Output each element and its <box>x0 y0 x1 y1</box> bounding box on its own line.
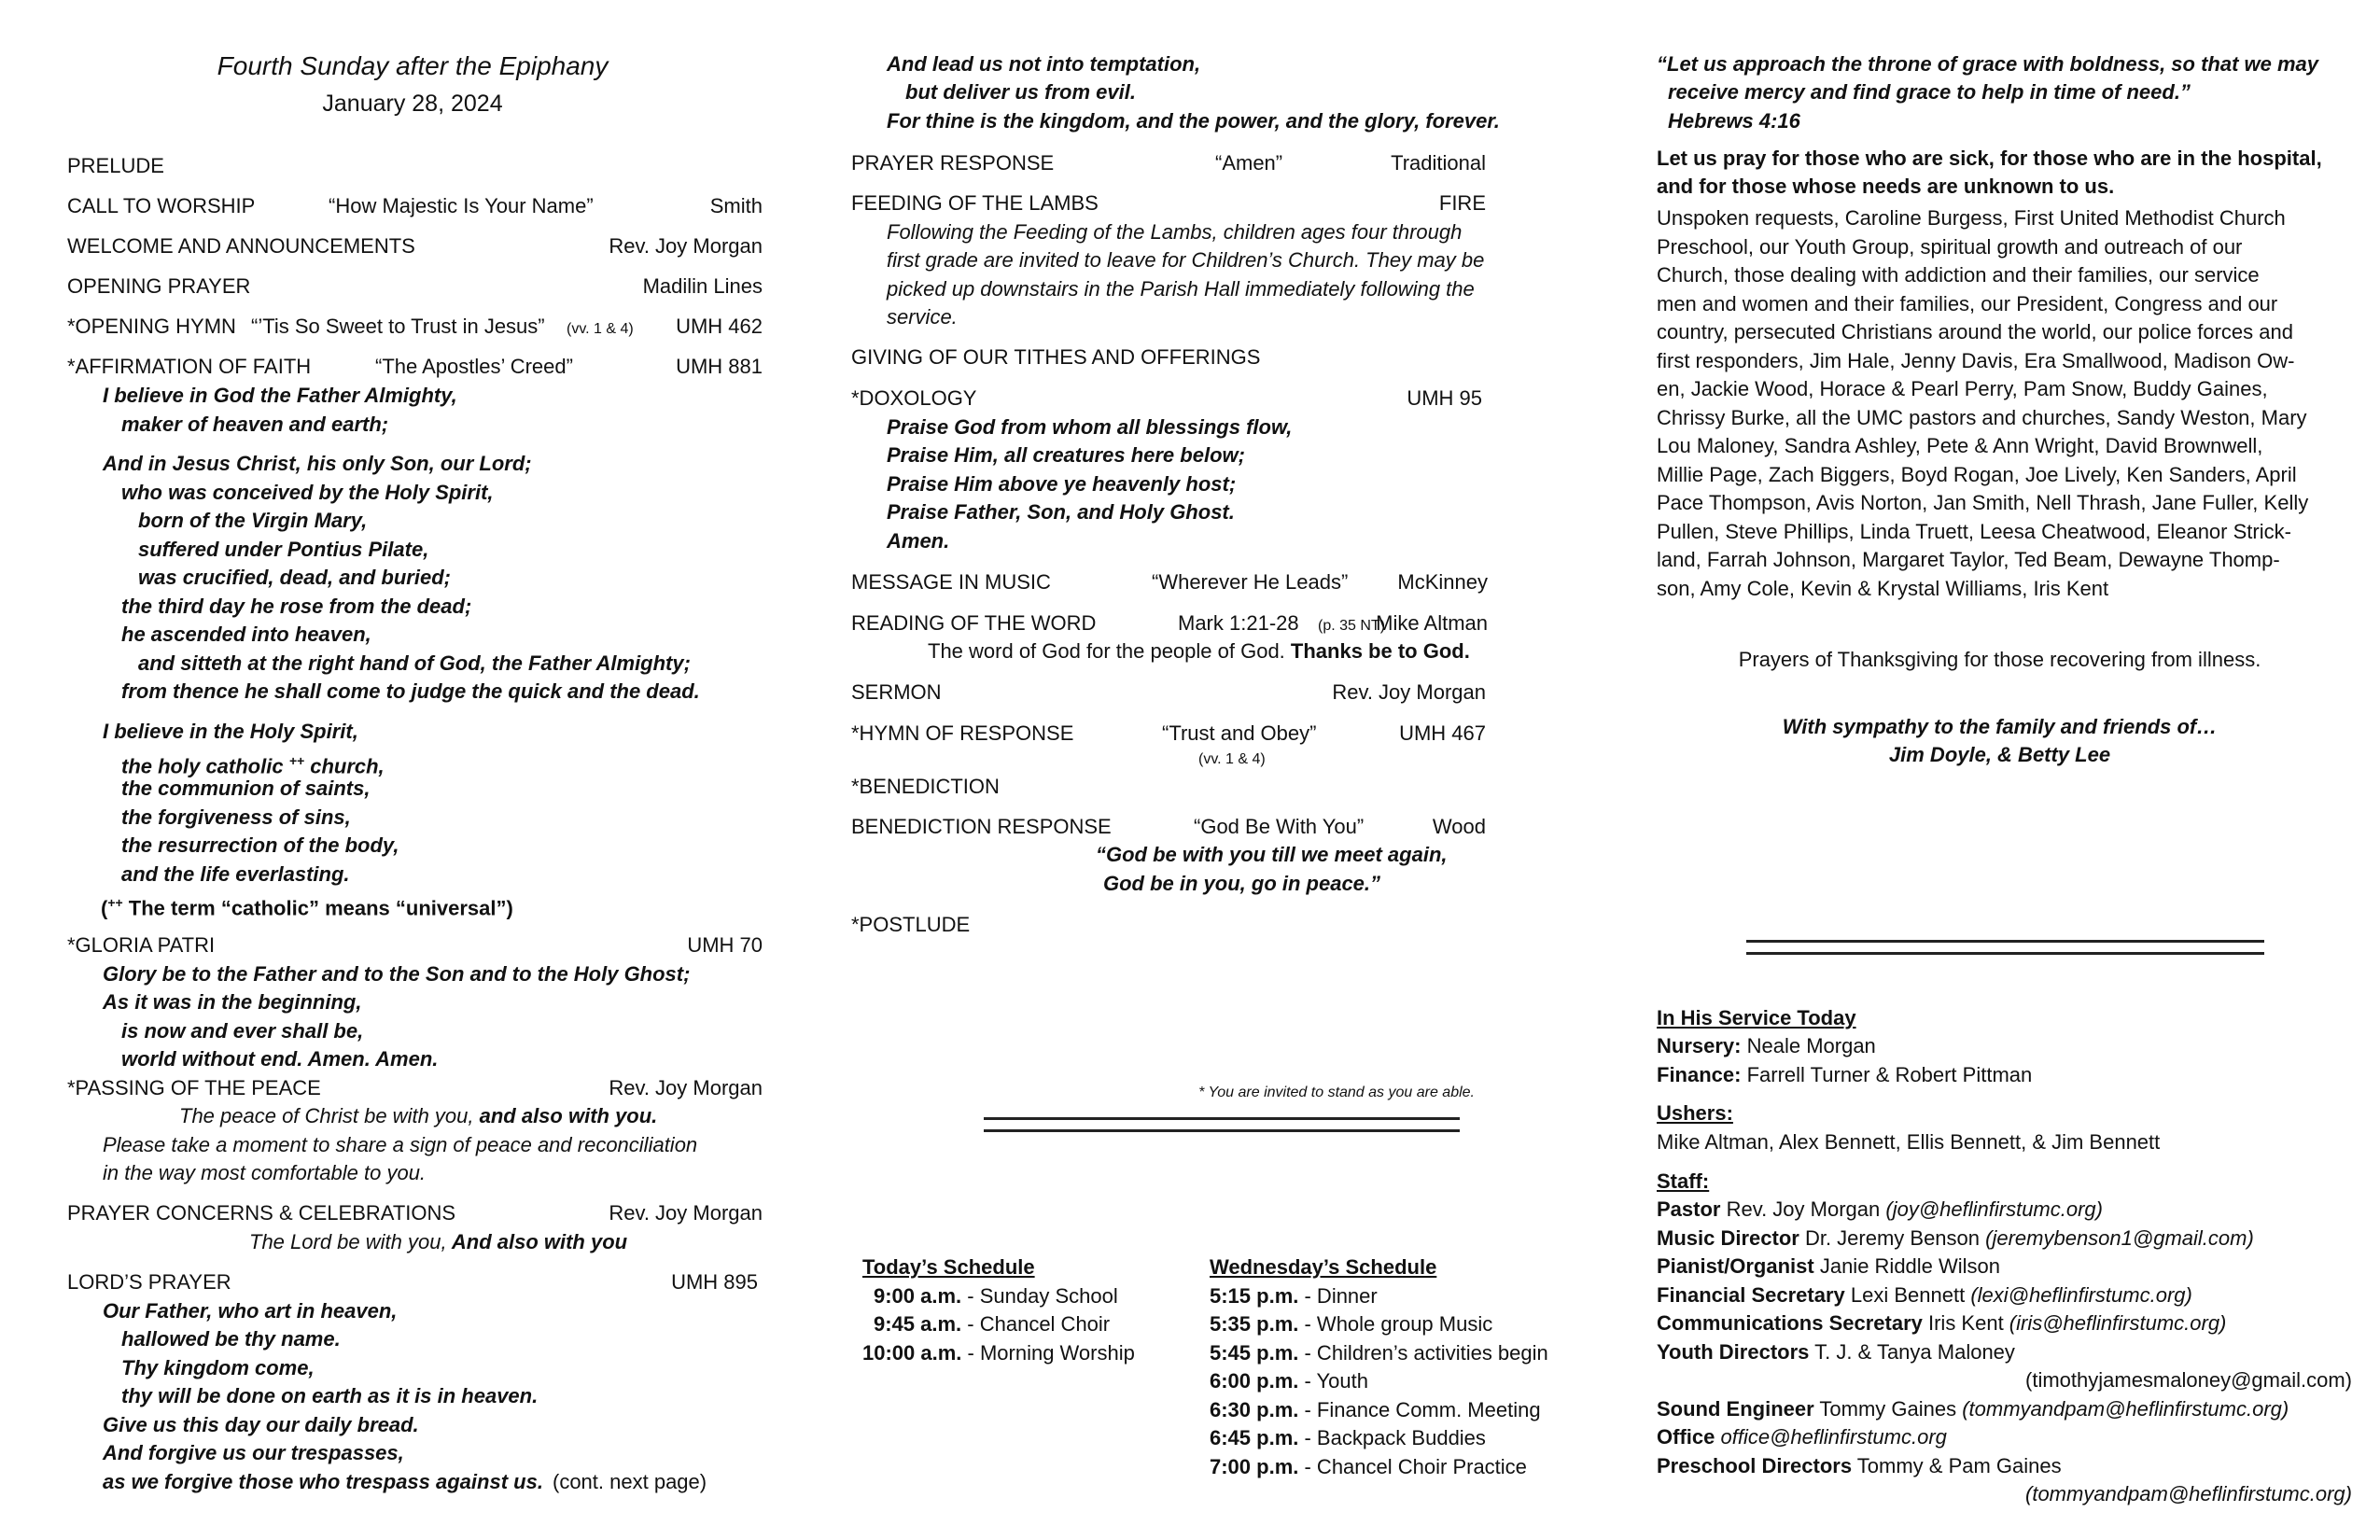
opening-hymn-label: *OPENING HYMN <box>67 315 236 338</box>
peace-leader: Rev. Joy Morgan <box>609 1076 763 1099</box>
schedule-item: 6:30 p.m. - Finance Comm. Meeting <box>1210 1398 1541 1421</box>
concerns-leader: Rev. Joy Morgan <box>609 1201 763 1225</box>
concerns-response: The Lord be with you, And also with you <box>249 1230 628 1253</box>
creed-line: was crucified, dead, and buried; <box>138 566 451 589</box>
scripture-reference: Hebrews 4:16 <box>1668 109 1800 133</box>
prayer-request-line: country, persecuted Christians around the world, our police forces and <box>1657 320 2293 343</box>
message-in-music-title: “Wherever He Leads” <box>1152 570 1349 594</box>
peace-response: The peace of Christ be with you, and also with you. <box>179 1104 658 1127</box>
lords-prayer-line: And forgive us our trespasses, <box>103 1441 404 1464</box>
benediction-response-composer: Wood <box>1432 815 1486 838</box>
service-date: January 28, 2024 <box>322 91 503 117</box>
call-to-worship-composer: Smith <box>709 194 763 217</box>
lords-prayer-label: LORD’S PRAYER <box>67 1270 231 1294</box>
gloria-line: world without end. Amen. Amen. <box>121 1047 439 1071</box>
message-in-music-composer: McKinney <box>1397 570 1488 594</box>
creed-line: born of the Virgin Mary, <box>138 509 368 532</box>
column-right <box>1657 0 2352 1540</box>
creed-line: the third day he rose from the dead; <box>121 595 472 618</box>
opening-hymn-title: “’Tis So Sweet to Trust in Jesus” <box>251 315 545 338</box>
schedule-item: 5:45 p.m. - Children’s activities begin <box>1210 1341 1548 1365</box>
creed-line: suffered under Pontius Pilate, <box>138 538 429 561</box>
staff-office: Office office@heflinfirstumc.org <box>1657 1425 1947 1449</box>
doxology-line: Praise Father, Son, and Holy Ghost. <box>887 500 1235 524</box>
lords-prayer-line: Thy kingdom come, <box>121 1356 315 1379</box>
benediction-response-title: “God Be With You” <box>1194 815 1365 838</box>
creed-line: the holy catholic ++ church, <box>121 753 385 778</box>
lords-prayer-line: as we forgive those who trespass against us. <box>103 1470 543 1493</box>
affirmation-number: UMH 881 <box>676 355 763 378</box>
continued-note: (cont. next page) <box>553 1470 707 1493</box>
prayer-request-line: son, Amy Cole, Kevin & Krystal Williams, Iris Kent <box>1657 576 2109 600</box>
youth-email: (timothyjamesmaloney@gmail.com) <box>2025 1368 2352 1392</box>
lords-prayer-line: but deliver us from evil. <box>905 80 1136 104</box>
reading-scripture: Mark 1:21-28 <box>1178 611 1299 635</box>
prayer-intro: Let us pray for those who are sick, for those who are in the hospital, <box>1657 147 2322 170</box>
prayer-request-line: land, Farrah Johnson, Margaret Taylor, Ted Beam, Dewayne Thomp- <box>1657 548 2280 571</box>
schedule-item: 5:15 p.m. - Dinner <box>1210 1284 1378 1308</box>
staff-sound-engineer: Sound Engineer Tommy Gaines (tommyandpam@heflinfirstumc.org) <box>1657 1397 2289 1421</box>
feeding-text: first grade are invited to leave for Children’s Church. They may be <box>887 248 1485 272</box>
opening-hymn-verses: (vv. 1 & 4) <box>567 321 634 337</box>
call-to-worship-label: CALL TO WORSHIP <box>67 194 256 217</box>
lords-prayer-line: thy will be done on earth as it is in heaven. <box>121 1384 539 1407</box>
nursery-line: Nursery: Neale Morgan <box>1657 1034 1876 1057</box>
sympathy-names: Jim Doyle, & Betty Lee <box>1888 743 2111 766</box>
prayer-request-line: Preschool, our Youth Group, spiritual growth and outreach of our <box>1657 234 2243 259</box>
gloria-line: As it was in the beginning, <box>103 990 362 1014</box>
schedule-item: 6:00 p.m. - Youth <box>1210 1369 1369 1393</box>
hymn-of-response-label: *HYMN OF RESPONSE <box>851 721 1074 745</box>
ushers-names: Mike Altman, Alex Bennett, Ellis Bennett, & Jim Bennett <box>1657 1130 2161 1154</box>
concerns-label: PRAYER CONCERNS & CELEBRATIONS <box>67 1201 456 1225</box>
prayer-request-line: Lou Maloney, Sandra Ashley, Pete & Ann Wright, David Brownwell, <box>1657 434 2263 457</box>
hymn-of-response-verses: (vv. 1 & 4) <box>1198 751 1266 767</box>
staff-heading: Staff: <box>1657 1169 1710 1193</box>
sermon-preacher: Rev. Joy Morgan <box>1332 680 1486 704</box>
divider-rule <box>1746 940 2264 955</box>
creed-line: the communion of saints, <box>121 777 371 800</box>
doxology-label: *DOXOLOGY <box>851 386 977 410</box>
scripture-verse: receive mercy and find grace to help in time of need.” <box>1668 80 2191 104</box>
doxology-line: Praise Him above ye heavenly host; <box>887 472 1237 496</box>
benediction-line: God be in you, go in peace.” <box>1103 872 1381 895</box>
scripture-verse: “Let us approach the throne of grace with boldness, so that we may <box>1657 52 2319 76</box>
today-schedule-heading: Today’s Schedule <box>862 1255 1035 1279</box>
feeding-text: picked up downstairs in the Parish Hall immediately following the <box>887 277 1475 301</box>
staff-pianist: Pianist/Organist Janie Riddle Wilson <box>1657 1254 2001 1278</box>
prayer-intro: and for those whose needs are unknown to us. <box>1657 175 2115 198</box>
welcome-leader: Rev. Joy Morgan <box>609 234 763 258</box>
peace-label: *PASSING OF THE PEACE <box>67 1076 321 1099</box>
prayer-request-line: men and women and their families, our President, Congress and our <box>1657 291 2278 315</box>
peace-instruction: in the way most comfortable to you. <box>103 1161 427 1184</box>
prelude-label: PRELUDE <box>67 154 164 177</box>
reading-page: (p. 35 NT) <box>1318 618 1386 634</box>
giving-label: GIVING OF OUR TITHES AND OFFERINGS <box>851 345 1261 369</box>
prayer-request-line: Millie Page, Zach Biggers, Boyd Rogan, Joe Lively, Ken Sanders, April <box>1657 462 2297 486</box>
creed-line: I believe in the Holy Spirit, <box>103 720 358 743</box>
creed-line: I believe in God the Father Almighty, <box>103 384 457 407</box>
creed-line: he ascended into heaven, <box>121 623 371 646</box>
creed-line: the resurrection of the body, <box>121 833 399 857</box>
lords-prayer-line: And lead us not into temptation, <box>887 52 1201 76</box>
gloria-number: UMH 70 <box>687 933 763 957</box>
feeding-text: Following the Feeding of the Lambs, children ages four through <box>887 220 1463 244</box>
doxology-line: Praise Him, all creatures here below; <box>887 443 1245 467</box>
reading-label: READING OF THE WORD <box>851 611 1097 635</box>
affirmation-title: “The Apostles’ Creed” <box>375 355 573 378</box>
schedule-item: 10:00 a.m. - Morning Worship <box>862 1341 1135 1365</box>
schedule-item: 7:00 p.m. - Chancel Choir Practice <box>1210 1455 1527 1478</box>
prayer-request-line: Pace Thompson, Avis Norton, Jan Smith, Nell Thrash, Jane Fuller, Kelly <box>1657 491 2309 514</box>
column-middle <box>851 0 1579 1540</box>
gloria-line: Glory be to the Father and to the Son and to the Holy Ghost; <box>103 962 691 986</box>
schedule-item: 9:45 a.m. - Chancel Choir <box>874 1312 1111 1336</box>
prayer-request-line: first responders, Jim Hale, Jenny Davis, Era Smallwood, Madison Ow- <box>1657 348 2295 372</box>
staff-pastor: Pastor Rev. Joy Morgan (joy@heflinfirstumc.org) <box>1657 1197 2103 1221</box>
schedule-item: 6:45 p.m. - Backpack Buddies <box>1210 1426 1486 1449</box>
staff-communications: Communications Secretary Iris Kent (iris@heflinfirstumc.org) <box>1657 1311 2227 1335</box>
prayer-request-line: Chrissy Burke, all the UMC pastors and churches, Sandy Weston, Mary <box>1657 405 2307 429</box>
divider-rule <box>984 1117 1460 1132</box>
creed-note: (++ The term “catholic” means “universal”) <box>101 895 513 920</box>
opening-prayer-label: OPENING PRAYER <box>67 274 251 298</box>
opening-hymn-number: UMH 462 <box>676 315 763 338</box>
hymn-of-response-title: “Trust and Obey” <box>1162 721 1317 745</box>
feeding-leader: FIRE <box>1438 191 1486 215</box>
prayer-response-title: “Amen” <box>1215 151 1283 175</box>
prayer-request-line: Pullen, Steve Phillips, Linda Truett, Leesa Cheatwood, Eleanor Strick- <box>1657 519 2291 543</box>
prayer-response-label: PRAYER RESPONSE <box>851 151 1055 175</box>
welcome-label: WELCOME AND ANNOUNCEMENTS <box>67 234 415 258</box>
lords-prayer-number: UMH 895 <box>671 1270 758 1294</box>
service-today-heading: In His Service Today <box>1657 1006 1856 1029</box>
creed-line: And in Jesus Christ, his only Son, our Lord; <box>103 452 532 475</box>
benediction-response-label: BENEDICTION RESPONSE <box>851 815 1112 838</box>
schedule-item: 9:00 a.m. - Sunday School <box>874 1284 1118 1308</box>
benediction-label: *BENEDICTION <box>851 775 1000 798</box>
prayer-request-line: Unspoken requests, Caroline Burgess, First United Methodist Church <box>1657 206 2286 230</box>
doxology-line: Praise God from whom all blessings flow, <box>887 415 1293 439</box>
reading-reader: Mike Altman <box>1376 611 1488 635</box>
finance-line: Finance: Farrell Turner & Robert Pittman <box>1657 1063 2033 1086</box>
call-to-worship-title: “How Majestic Is Your Name” <box>329 194 594 217</box>
reading-response: The word of God for the people of God. Thanks be to God. <box>928 639 1470 663</box>
prayer-response-source: Traditional <box>1391 151 1486 175</box>
sympathy-heading: With sympathy to the family and friends of… <box>1782 715 2218 738</box>
opening-prayer-leader: Madilin Lines <box>642 274 763 298</box>
creed-line: the forgiveness of sins, <box>121 805 351 829</box>
stand-note: * You are invited to stand as you are able. <box>1198 1085 1475 1100</box>
creed-line: who was conceived by the Holy Spirit, <box>121 481 494 504</box>
feeding-label: FEEDING OF THE LAMBS <box>851 191 1099 215</box>
peace-instruction: Please take a moment to share a sign of peace and reconciliation <box>103 1133 698 1156</box>
staff-preschool: Preschool Directors Tommy & Pam Gaines <box>1657 1454 2062 1477</box>
lords-prayer-line: Our Father, who art in heaven, <box>103 1299 398 1323</box>
staff-music-director: Music Director Dr. Jeremy Benson (jeremybenson1@gmail.com) <box>1657 1226 2254 1250</box>
column-left <box>67 0 763 1540</box>
lords-prayer-line: For thine is the kingdom, and the power, and the glory, forever. <box>887 109 1500 133</box>
staff-financial-secretary: Financial Secretary Lexi Bennett (lexi@heflinfirstumc.org) <box>1657 1283 2192 1307</box>
affirmation-label: *AFFIRMATION OF FAITH <box>67 355 312 378</box>
service-title: Fourth Sunday after the Epiphany <box>217 51 609 80</box>
creed-line: maker of heaven and earth; <box>121 413 389 436</box>
postlude-label: *POSTLUDE <box>851 913 971 936</box>
hymn-of-response-number: UMH 467 <box>1399 721 1486 745</box>
wednesday-schedule-heading: Wednesday’s Schedule <box>1210 1255 1437 1279</box>
doxology-line: Amen. <box>887 529 950 553</box>
message-in-music-label: MESSAGE IN MUSIC <box>851 570 1051 594</box>
lords-prayer-line: hallowed be thy name. <box>121 1327 341 1351</box>
feeding-text: service. <box>887 305 958 329</box>
lords-prayer-line: Give us this day our daily bread. <box>103 1413 419 1436</box>
ushers-heading: Ushers: <box>1657 1101 1733 1125</box>
gloria-line: is now and ever shall be, <box>121 1019 364 1043</box>
staff-youth-directors: Youth Directors T. J. & Tanya Maloney <box>1657 1340 2015 1364</box>
gloria-label: *GLORIA PATRI <box>67 933 216 957</box>
creed-line: and sitteth at the right hand of God, the Father Almighty; <box>138 651 691 675</box>
thanksgiving-note: Prayers of Thanksgiving for those recovering from illness. <box>1738 648 2261 671</box>
sermon-label: SERMON <box>851 680 942 704</box>
benediction-line: “God be with you till we meet again, <box>1096 843 1448 866</box>
prayer-request-line: Church, those dealing with addiction and their families, our service <box>1657 263 2260 287</box>
schedule-item: 5:35 p.m. - Whole group Music <box>1210 1312 1493 1336</box>
doxology-number: UMH 95 <box>1407 386 1482 410</box>
creed-line: from thence he shall come to judge the quick and the dead. <box>121 679 700 703</box>
dagger-mark: ++ <box>288 753 305 768</box>
preschool-email: (tommyandpam@heflinfirstumc.org) <box>2025 1482 2352 1505</box>
creed-line: and the life everlasting. <box>121 862 350 886</box>
prayer-request-line: en, Jackie Wood, Horace & Pearl Perry, Pam Snow, Buddy Gaines, <box>1657 377 2268 400</box>
